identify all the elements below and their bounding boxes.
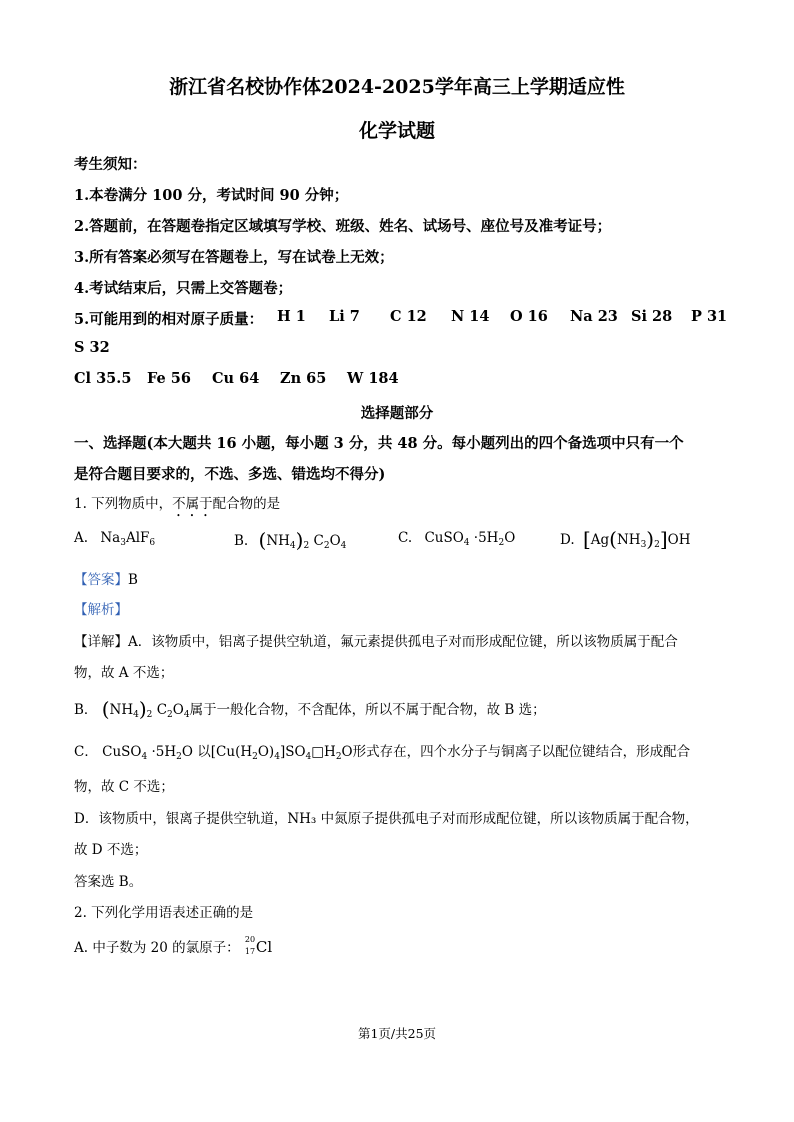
detail-a-line1 <box>74 630 678 650</box>
atomic-mass-item: O 16 <box>510 308 548 325</box>
answer-tag: 【答案】 <box>74 572 128 588</box>
option-label: B. <box>234 533 249 549</box>
option-c[interactable] <box>398 530 515 548</box>
notice-item: 2.答题前，在答题卷指定区域填写学校、班级、姓名、试场号、座位号及准考证号； <box>74 218 612 235</box>
option-label: D. <box>560 532 575 548</box>
section-title: 选择题部分 <box>360 405 434 422</box>
page-title: 浙江省名校协作体2024-2025学年高三上学期适应性 <box>169 76 625 98</box>
atomic-mass-row <box>0 370 794 390</box>
detail-text: A．该物质中，铝离子提供空轨道，氟元素提供孤电子对而形成配位键，所以该物质属于配合 <box>128 634 678 650</box>
atomic-mass-item: Si 28 <box>631 308 673 325</box>
detail-a-line2: 物，故 A 不选； <box>74 665 174 681</box>
option-b[interactable] <box>234 528 346 552</box>
answer-value: B <box>128 572 138 588</box>
question-2-stem: 2. 下列化学用语表述正确的是 <box>74 905 254 921</box>
isotope-notation: 20 17 <box>244 935 256 956</box>
formula: CuSO$_4$ $\cdot 5H_2O$ <box>102 744 193 762</box>
detail-d-line1: D．该物质中，银离子提供空轨道，NH₃ 中氮原子提供孤电子对而形成配位键，所以该物质属于配合物， <box>74 811 699 827</box>
detail-tag: 【详解】 <box>74 634 128 650</box>
stem-emphasis: 不属于 <box>172 496 213 512</box>
option-text: A. 中子数为 20 的氯原子： <box>74 940 240 956</box>
atomic-mass-item: Cl 35.5 <box>74 370 132 387</box>
section-instruction: 一、选择题(本大题共 16 小题，每小题 3 分，共 48 分。每小题列出的四个备选项中只有一个 <box>74 435 684 452</box>
stem-text: 1. 下列物质中， <box>74 496 173 512</box>
option-label: A. <box>74 530 89 546</box>
atomic-mass-item: Zn 65 <box>280 370 327 387</box>
notice-item: 1.本卷满分 100 分，考试时间 90 分钟； <box>74 187 349 204</box>
detail-c-line2: 物，故 C 不选； <box>74 779 174 795</box>
option-a[interactable] <box>74 530 155 548</box>
detail-text: 形式存在，四个水分子与铜离子以配位键结合，形成配合 <box>352 744 691 760</box>
page-footer: 第1页/共25页 <box>357 1026 437 1041</box>
atomic-mass-item: S 32 <box>74 339 110 356</box>
atomic-mass-item: W 184 <box>347 370 399 387</box>
detail-label: B． <box>74 702 98 718</box>
detail-text: 属于一般化合物，不含配体，所以不属于配合物，故 B 选； <box>189 702 546 718</box>
formula: $(NH_4)_2$ $C_2O_4$ <box>258 528 347 552</box>
atomic-mass-row <box>0 308 794 328</box>
notice-item: 3.所有答案必须写在答题卷上，写在试卷上无效； <box>74 249 394 266</box>
atomic-mass-item: Na 23 <box>570 308 618 325</box>
answer-line <box>74 568 138 588</box>
stem-text: 配合物的是 <box>212 496 281 512</box>
formula: CuSO$_4$ $\cdot 5H_2O$ <box>424 530 516 548</box>
notice-heading: 考生须知： <box>74 156 147 173</box>
question-2-option-a[interactable]: A. 中子数为 20 的氯原子： 20 17 Cl <box>74 935 273 956</box>
formula: $(NH_4)_2$ $C_2O_4$ <box>101 697 190 721</box>
final-answer: 答案选 B。 <box>74 874 143 890</box>
option-label: C. <box>398 530 413 546</box>
option-d[interactable] <box>560 527 691 551</box>
formula: $Na_3AlF_6$ <box>100 530 156 548</box>
question-1-stem <box>74 492 280 520</box>
atomic-mass-item: P 31 <box>691 308 728 325</box>
atomic-mass-label: 5.可能用到的相对原子质量： <box>74 311 264 328</box>
atomic-mass-item: C 12 <box>390 308 427 325</box>
atomic-mass-item: H 1 <box>277 308 306 325</box>
notice-item: 4.考试结束后，只需上交答题卷； <box>74 280 293 297</box>
detail-d-line2: 故 D 不选； <box>74 842 148 858</box>
section-instruction: 是符合题目要求的，不选、多选、错选均不得分) <box>74 466 386 483</box>
formula: $[Ag(NH_3)_2]OH$ <box>582 527 691 551</box>
atomic-mass-item: Cu 64 <box>212 370 260 387</box>
detail-c-line1 <box>74 740 690 762</box>
detail-text: 以 <box>197 744 211 760</box>
atomic-mass-item: Fe 56 <box>147 370 191 387</box>
page-subtitle: 化学试题 <box>358 120 435 142</box>
atomic-mass-item: N 14 <box>451 308 490 325</box>
analysis-tag: 【解析】 <box>74 602 128 618</box>
atomic-mass-item: Li 7 <box>329 308 360 325</box>
formula: $[Cu(H_2O)_4]SO_4□H_2O$ <box>210 744 353 762</box>
detail-b <box>74 697 546 721</box>
detail-label: C． <box>74 744 98 760</box>
